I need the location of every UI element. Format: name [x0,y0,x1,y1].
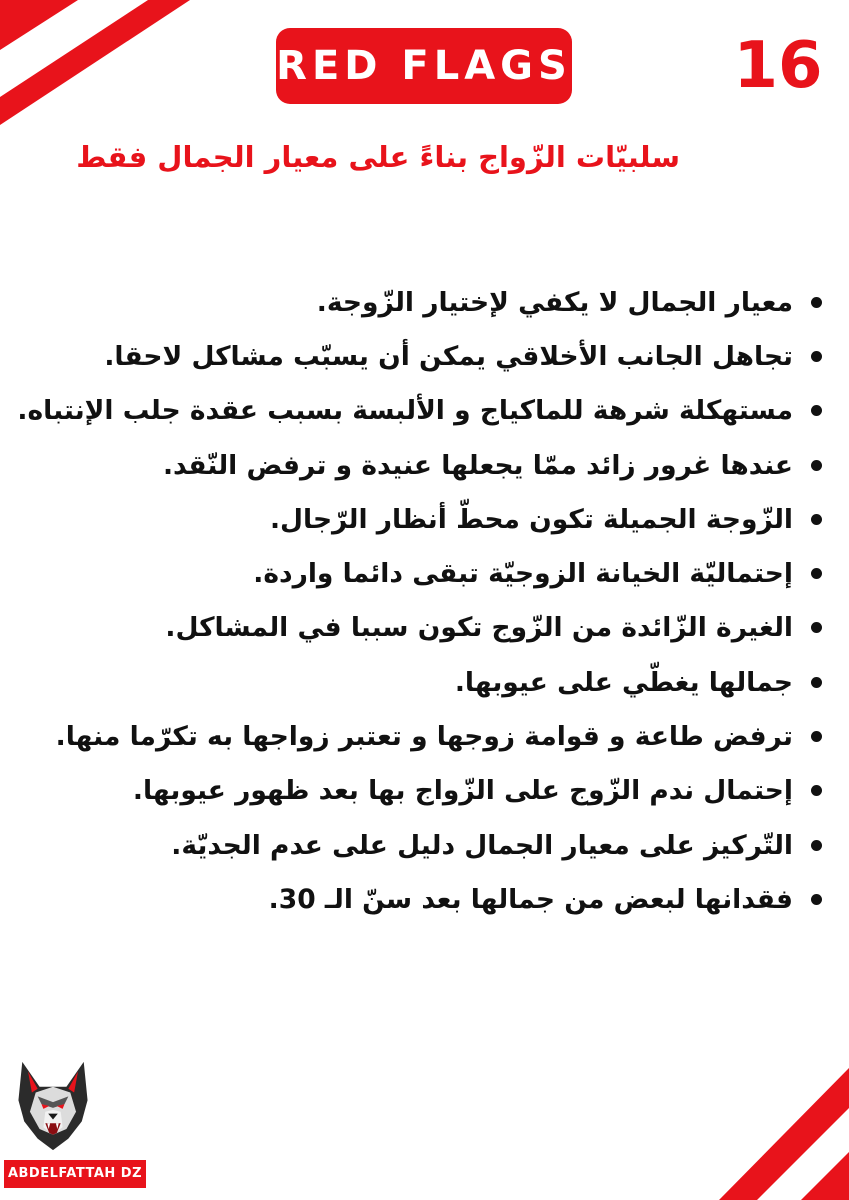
list-item [110,764,830,818]
bullet-icon [811,351,822,362]
corner-stripe-top-left [0,0,190,125]
list-item-text: الغيرة الزّائدة من الزّوج تكون سببا في المشاكل. [165,612,793,644]
list-item-text: معيار الجمال لا يكفي لإختيار الزّوجة. [316,286,793,318]
subtitle: سلبيّات الزّواج بناءً على معيار الجمال فقط [76,140,680,174]
list-item-text: عندها غرور زائد ممّا يجعلها عنيدة و ترفض النّقد. [162,449,793,481]
brand-logo [4,1052,142,1200]
list-item-text: جمالها يغطّي على عيوبها. [454,666,793,698]
list-item [110,275,830,329]
list-item-text: التّركيز على معيار الجمال دليل على عدم الجديّة. [171,829,793,861]
list-item-text: الزّوجة الجميلة تكون محطّ أنظار الرّجال. [269,503,793,535]
logo-label: ABDELFATTAH DZ [4,1160,146,1188]
page-number: 16 [733,29,823,103]
list-item [110,655,830,709]
bullet-icon [811,785,822,796]
wolf-head-icon [14,1058,92,1154]
list-item [110,818,830,872]
list-item [17,384,830,438]
red-flags-list [17,275,830,927]
bullet-icon [811,460,822,471]
list-item-text: إحتماليّة الخيانة الزوجيّة تبقى دائما واردة. [253,558,793,590]
bullet-icon [811,731,822,742]
bullet-icon [811,840,822,851]
bullet-icon [811,568,822,579]
bullet-icon [811,677,822,688]
bullet-icon [811,405,822,416]
title-badge [276,28,572,104]
list-item [104,329,830,383]
bullet-icon [811,514,822,525]
list-item-text: مستهكلة شرهة للماكياج و الألبسة بسبب عقدة جلب الإنتباه. [17,395,793,427]
list-item [110,546,830,600]
list-item [110,601,830,655]
list-item [110,492,830,546]
bullet-icon [811,894,822,905]
list-item-text: فقدانها لبعض من جمالها بعد سنّ الـ 30. [268,883,793,915]
corner-stripe-bottom-right [719,1040,849,1200]
list-item-text: إحتمال ندم الزّوج على الزّواج بها بعد ظهور عيوبها. [132,775,793,807]
list-item [55,709,830,763]
page-title: RED FLAGS [276,43,572,89]
list-item [110,438,830,492]
bullet-icon [811,622,822,633]
list-item [110,872,830,926]
bullet-icon [811,297,822,308]
list-item-text: تجاهل الجانب الأخلاقي يمكن أن يسبّب مشاكل لاحقا. [104,340,793,372]
list-item-text: ترفض طاعة و قوامة زوجها و تعتبر زواجها به تكرّما منها. [55,721,793,753]
